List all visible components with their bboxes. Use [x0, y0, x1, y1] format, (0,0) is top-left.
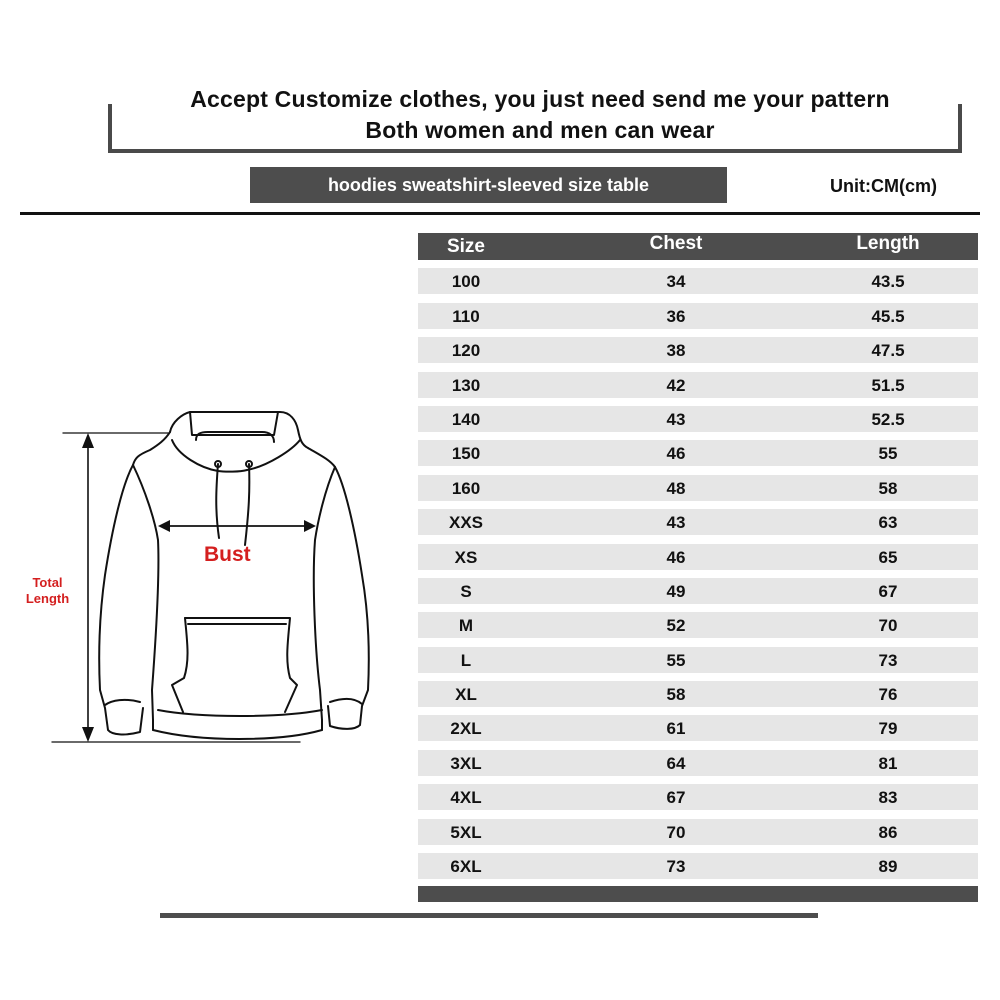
size-cell: 6XL	[450, 857, 482, 877]
size-cell: S	[460, 581, 472, 601]
length-cell: 63	[878, 513, 898, 533]
table-row	[418, 544, 978, 570]
length-cell: 51.5	[871, 375, 905, 395]
size-cell: 130	[451, 375, 481, 395]
length-cell: 73	[878, 650, 898, 670]
size-cell: L	[460, 650, 472, 670]
size-table	[418, 233, 978, 902]
chest-cell: 42	[666, 375, 686, 395]
length-cell: 79	[878, 719, 898, 739]
chest-cell: 70	[666, 822, 686, 842]
chest-cell: 67	[666, 788, 686, 808]
total-length-label	[20, 575, 75, 607]
length-cell: 86	[878, 822, 898, 842]
size-cell: XS	[454, 547, 478, 567]
size-cell: 100	[451, 272, 481, 292]
size-cell: XL	[455, 685, 477, 705]
length-cell: 70	[878, 616, 898, 636]
table-row	[418, 578, 978, 604]
table-row	[418, 853, 978, 879]
table-row	[418, 715, 978, 741]
chest-cell: 34	[666, 272, 686, 292]
table-row	[418, 303, 978, 329]
headline-unisex: Both women and men can wear	[365, 117, 715, 143]
length-cell: 47.5	[871, 341, 905, 361]
chest-cell: 64	[666, 753, 686, 773]
table-row	[418, 509, 978, 535]
size-cell: 5XL	[450, 822, 482, 842]
bottom-divider	[160, 913, 818, 918]
table-footer-bar	[418, 886, 978, 902]
table-row	[418, 475, 978, 501]
length-cell: 67	[878, 581, 898, 601]
chest-cell: 49	[666, 581, 686, 601]
length-cell: 89	[878, 857, 898, 877]
length-cell: 83	[878, 788, 898, 808]
size-cell: 110	[452, 306, 480, 326]
table-row	[418, 647, 978, 673]
size-cell: 4XL	[450, 788, 482, 808]
size-cell: XXS	[448, 513, 484, 533]
column-header-size: Size	[446, 236, 486, 257]
chest-cell: 43	[666, 409, 686, 429]
table-row	[418, 406, 978, 432]
column-header-length: Length	[856, 233, 920, 254]
chest-cell: 46	[666, 444, 686, 464]
table-row	[418, 268, 978, 294]
table-header	[418, 233, 978, 260]
chest-cell: 38	[666, 341, 686, 361]
chest-cell: 43	[666, 513, 686, 533]
size-cell: 120	[451, 341, 481, 361]
headline-customize: Accept Customize clothes, you just need send me your pattern	[190, 86, 890, 112]
table-row	[418, 681, 978, 707]
total-length-line2: Length	[25, 591, 70, 606]
table-row	[418, 784, 978, 810]
length-cell: 76	[878, 685, 898, 705]
chest-cell: 36	[666, 306, 686, 326]
length-cell: 43.5	[871, 272, 905, 292]
table-title: hoodies sweatshirt-sleeved size table	[250, 167, 727, 203]
column-header-chest: Chest	[649, 233, 703, 254]
chest-cell: 46	[666, 547, 686, 567]
size-cell: 160	[451, 478, 481, 498]
chest-cell: 73	[666, 857, 686, 877]
table-row	[418, 372, 978, 398]
table-row	[418, 440, 978, 466]
chest-cell: 52	[666, 616, 686, 636]
length-cell: 52.5	[871, 409, 905, 429]
divider	[20, 212, 980, 215]
table-row	[418, 819, 978, 845]
total-length-line1: Total	[32, 575, 63, 590]
size-cell: 140	[451, 409, 481, 429]
size-cell: M	[458, 616, 474, 636]
length-cell: 45.5	[871, 306, 905, 326]
table-row	[418, 337, 978, 363]
size-cell: 2XL	[450, 719, 482, 739]
chest-cell: 48	[666, 478, 686, 498]
table-row	[418, 750, 978, 776]
table-row	[418, 612, 978, 638]
chest-cell: 58	[666, 685, 686, 705]
chest-cell: 61	[666, 719, 686, 739]
length-cell: 65	[878, 547, 898, 567]
size-cell: 3XL	[450, 753, 482, 773]
length-cell: 81	[878, 753, 898, 773]
length-cell: 58	[878, 478, 898, 498]
bust-label: Bust	[204, 543, 251, 566]
unit-label: Unit:CM(cm)	[830, 176, 937, 196]
chest-cell: 55	[666, 650, 686, 670]
size-cell: 150	[451, 444, 481, 464]
length-cell: 55	[878, 444, 898, 464]
